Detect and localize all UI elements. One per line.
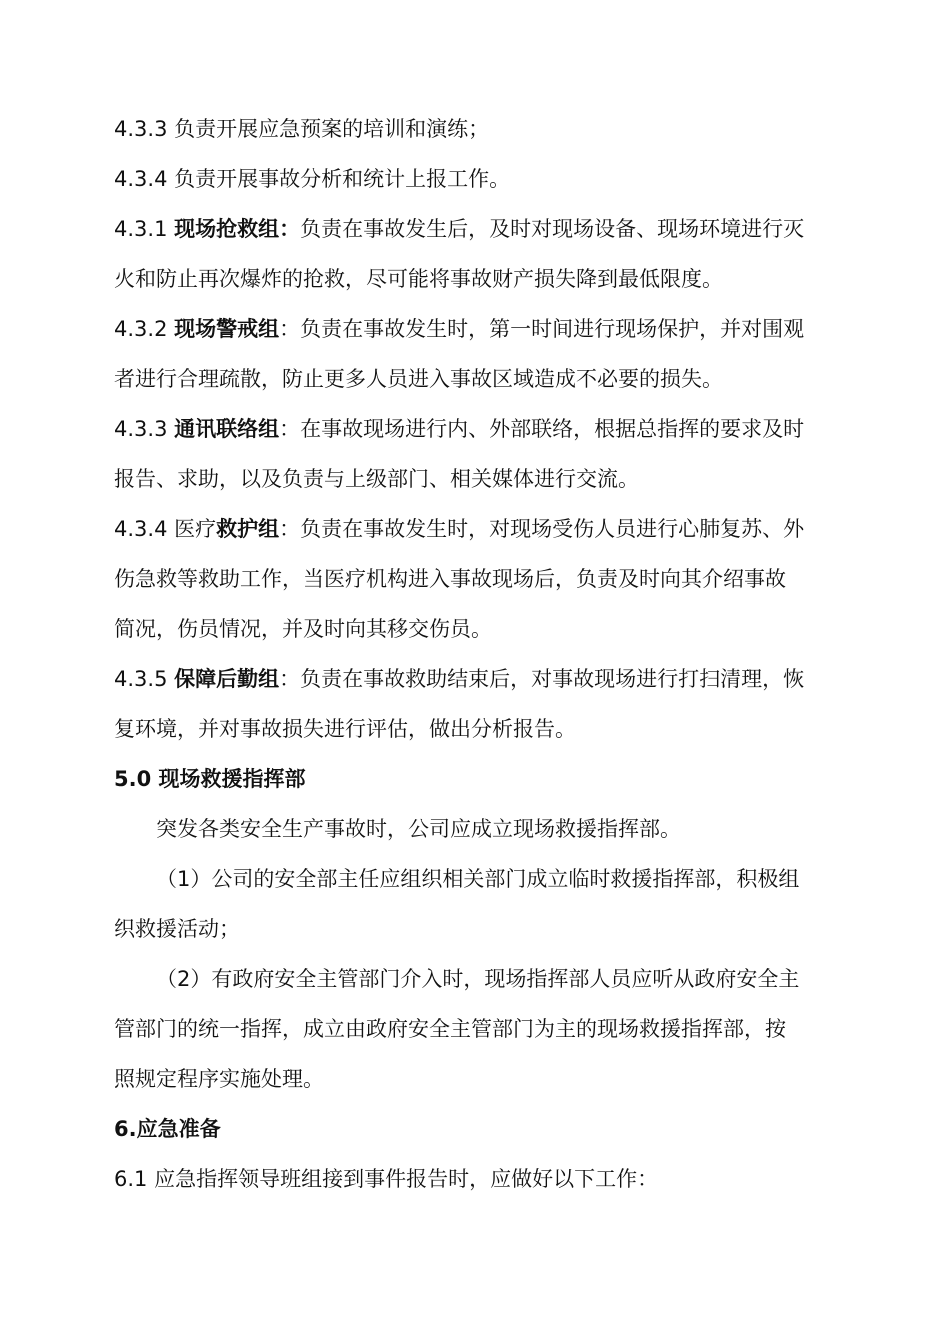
item-prefix: 医疗: [174, 517, 217, 541]
text-line: 织救援活动；: [114, 917, 240, 941]
text-line: 6.1 应急指挥领导班组接到事件报告时，应做好以下工作：: [114, 1167, 659, 1191]
item-number: 4.3.3: [114, 417, 175, 441]
item-group-name: 保障后勤组: [174, 667, 280, 691]
paragraph-indented: （1）公司的安全部主任应组织相关部门成立临时救援指挥部，积极组: [156, 867, 800, 891]
text-line: 4.3.3 负责开展应急预案的培训和演练；: [114, 117, 490, 141]
text-line: 管部门的统一指挥，成立由政府安全主管部门为主的现场救援指挥部，按: [114, 1017, 786, 1041]
item-group-name: 救护组: [216, 517, 280, 541]
text-line: 照规定程序实施处理。: [114, 1067, 324, 1091]
item-number: 4.3.4: [114, 517, 175, 541]
text-line: 伤急救等救助工作，当医疗机构进入事故现场后，负责及时向其介绍事故: [114, 567, 786, 591]
list-item-communication-group: [114, 404, 840, 454]
document-body: [114, 104, 840, 1204]
text-line: 4.3.4 负责开展事故分析和统计上报工作。: [114, 167, 511, 191]
item-description: ：在事故现场进行内、外部联络，根据总指挥的要求及时: [279, 417, 805, 441]
item-group-name: 现场抢救组：: [174, 217, 301, 241]
list-item-medical-group: [114, 504, 840, 554]
list-item-guard-group: [114, 304, 840, 354]
item-description: ：负责在事故救助结束后，对事故现场进行打扫清理，恢: [279, 667, 805, 691]
text-line: 报告、求助，以及负责与上级部门、相关媒体进行交流。: [114, 467, 639, 491]
list-item-rescue-group: [114, 204, 840, 254]
paragraph-indented: 突发各类安全生产事故时，公司应成立现场救援指挥部。: [156, 817, 681, 841]
text-line: 复环境，并对事故损失进行评估，做出分析报告。: [114, 717, 576, 741]
text-line: 者进行合理疏散，防止更多人员进入事故区域造成不必要的损失。: [114, 367, 723, 391]
text-line: 火和防止再次爆炸的抢救，尽可能将事故财产损失降到最低限度。: [114, 267, 723, 291]
text-line: 简况，伤员情况，并及时向其移交伤员。: [114, 617, 492, 641]
item-description: 负责在事故发生后，及时对现场设备、现场环境进行灭: [300, 217, 805, 241]
item-description: ：负责在事故发生时，第一时间进行现场保护，并对围观: [279, 317, 805, 341]
item-group-name: 通讯联络组: [174, 417, 280, 441]
list-item-logistics-group: [114, 654, 840, 704]
paragraph-indented: （2）有政府安全主管部门介入时，现场指挥部人员应听从政府安全主: [156, 967, 800, 991]
item-number: 4.3.1: [114, 217, 175, 241]
item-group-name: 现场警戒组: [174, 317, 280, 341]
section-heading: 6.应急准备: [114, 1117, 221, 1141]
item-number: 4.3.5: [114, 667, 175, 691]
section-heading: 5.0 现场救援指挥部: [114, 767, 306, 791]
item-description: ：负责在事故发生时，对现场受伤人员进行心肺复苏、外: [279, 517, 805, 541]
item-number: 4.3.2: [114, 317, 175, 341]
